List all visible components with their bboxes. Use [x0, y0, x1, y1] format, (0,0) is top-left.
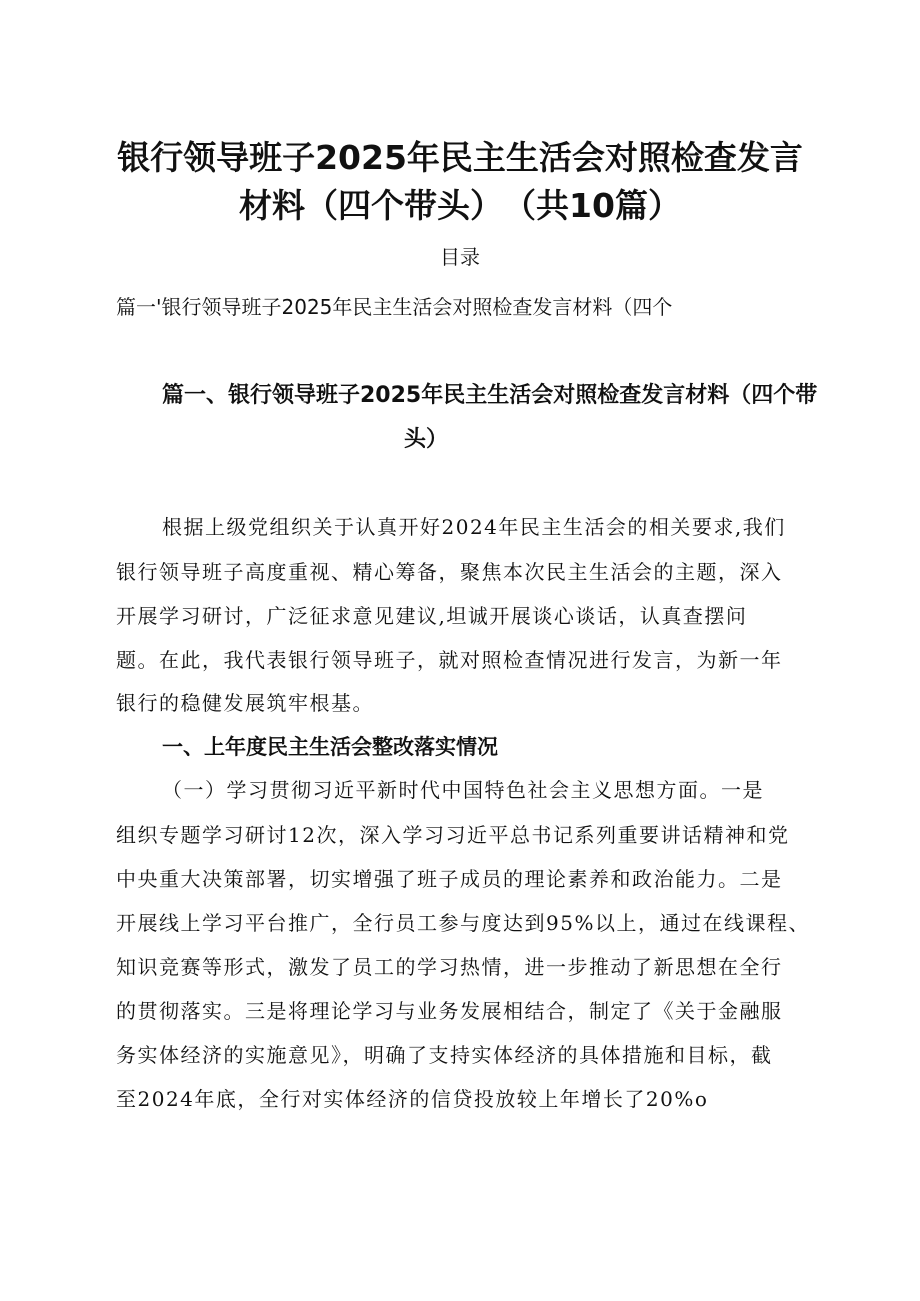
paragraph-line: 组织专题学习研讨12次，深入学习习近平总书记系列重要讲话精神和党 [116, 823, 790, 847]
intro-line: 银行领导班子高度重视、精心筹备，聚焦本次民主生活会的主题，深入 [116, 560, 783, 584]
document-title-line-2: 材料（四个带头） （共10篇） [239, 186, 681, 225]
section-title-line-1: 篇一、银行领导班子2025年民主生活会对照检查发言材料（四个带 [162, 383, 818, 408]
paragraph-line: 中央重大决策部署，切实增强了班子成员的理论素养和政治能力。二是 [116, 867, 783, 891]
paragraph-line: 的贯彻落实。三是将理论学习与业务发展相结合，制定了《关于金融服 [116, 999, 783, 1023]
toc-item: 篇一'银行领导班子2025年民主生活会对照检查发言材料（四个 [116, 295, 673, 319]
heading-1: 一、上年度民主生活会整改落实情况 [162, 735, 498, 759]
intro-line: 银行的稳健发展筑牢根基。 [116, 691, 374, 715]
document-title-line-1: 银行领导班子2025年民主生活会对照检查发言 [117, 138, 803, 177]
paragraph-line: 知识竞赛等形式，激发了员工的学习热情，进一步推动了新思想在全行 [116, 955, 783, 979]
section-title-line-2: 头） [404, 427, 449, 452]
toc-heading: 目录 [440, 245, 480, 269]
paragraph-line: （一）学习贯彻习近平新时代中国特色社会主义思想方面。一是 [162, 778, 764, 802]
intro-line: 开展学习研讨，广泛征求意见建议,坦诚开展谈心谈话，认真查摆问 [116, 604, 748, 628]
paragraph-line: 开展线上学习平台推广，全行员工参与度达到95%以上，通过在线课程、 [116, 911, 810, 935]
intro-line: 根据上级党组织关于认真开好2024年民主生活会的相关要求,我们 [162, 515, 786, 539]
paragraph-line: 至2024年底，全行对实体经济的信贷投放较上年增长了20%o [116, 1087, 709, 1111]
paragraph-line: 务实体经济的实施意见》，明确了支持实体经济的具体措施和目标，截 [116, 1043, 773, 1067]
intro-line: 题。在此，我代表银行领导班子，就对照检查情况进行发言，为新一年 [116, 648, 783, 672]
